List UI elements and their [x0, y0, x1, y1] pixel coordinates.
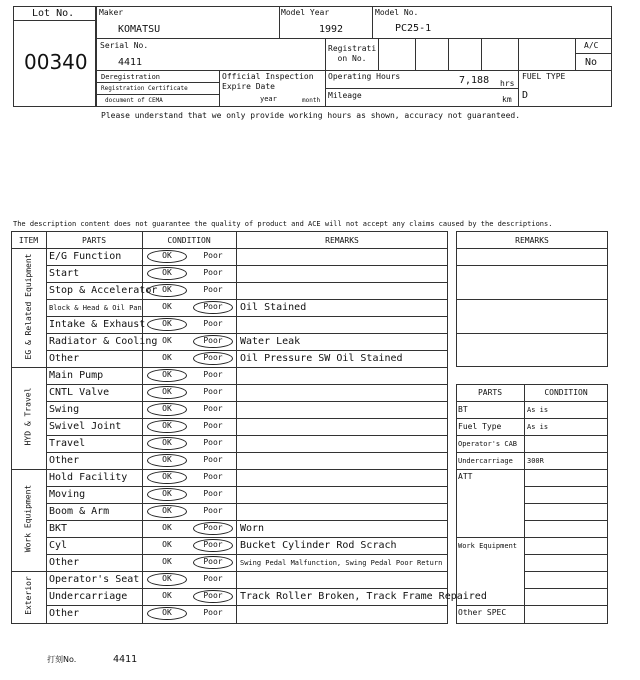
part-name: Cyl — [49, 540, 68, 551]
fuel-type-value: D — [522, 90, 529, 101]
group-label: Work Equipment — [23, 484, 33, 553]
selected-condition-circle — [147, 607, 187, 620]
lot-label: Lot No. — [32, 8, 75, 19]
remark-text: Worn — [240, 523, 265, 534]
remark-text: Swing Pedal Malfunction, Swing Pedal Poor Return — [240, 559, 443, 567]
poor-option: Poor — [203, 455, 223, 464]
parts-header: PARTS — [81, 236, 107, 245]
ok-option: OK — [162, 608, 172, 617]
year-label: year — [260, 95, 277, 103]
remark-text: Oil Pressure SW Oil Stained — [240, 353, 403, 364]
side-cond-undercarriage: 300R — [527, 457, 544, 465]
side-part-undercarriage: Undercarriage — [458, 457, 513, 465]
remark-text: Oil Stained — [240, 302, 307, 313]
model-year-label: Model Year — [281, 8, 330, 17]
part-name: CNTL Valve — [49, 387, 110, 398]
ok-option: OK — [162, 404, 172, 413]
month-label: month — [302, 97, 321, 104]
part-name: Travel — [49, 438, 86, 449]
ok-option: OK — [162, 387, 172, 396]
part-name: Boom & Arm — [49, 506, 110, 517]
side-parts-header: PARTS — [477, 388, 503, 397]
selected-condition-circle — [147, 284, 187, 297]
selected-condition-circle — [193, 590, 233, 603]
part-name: Hold Facility — [49, 472, 128, 483]
inspection-label: Official Inspection Expire Date — [222, 72, 314, 91]
part-name: Other — [49, 353, 80, 364]
ok-option: OK — [162, 302, 172, 311]
part-name: Block & Head & Oil Pan — [49, 304, 142, 312]
poor-option: Poor — [203, 319, 223, 328]
remarks-header: REMARKS — [325, 236, 359, 245]
side-part-cab: Operator's CAB — [458, 440, 518, 448]
selected-condition-circle — [147, 437, 187, 450]
part-name: Operator's Seat — [49, 574, 140, 585]
selected-condition-circle — [193, 301, 233, 314]
ok-option: OK — [162, 319, 172, 328]
ok-option: OK — [162, 285, 172, 294]
selected-condition-circle — [193, 556, 233, 569]
lot-number: 00340 — [24, 50, 88, 74]
side-other-spec-label: Other SPEC — [458, 608, 507, 617]
part-name: E/G Function — [49, 251, 122, 262]
selected-condition-circle — [147, 471, 187, 484]
selected-condition-circle — [193, 539, 233, 552]
selected-condition-circle — [147, 386, 187, 399]
poor-option: Poor — [203, 302, 223, 311]
selected-condition-circle — [147, 573, 187, 586]
selected-condition-circle — [147, 505, 187, 518]
ok-option: OK — [162, 268, 172, 277]
selected-condition-circle — [193, 352, 233, 365]
side-cond-fuel: As is — [527, 423, 549, 431]
selected-condition-circle — [147, 488, 187, 501]
remark-text: Bucket Cylinder Rod Scrach — [240, 540, 397, 551]
selected-condition-circle — [147, 420, 187, 433]
km-label: km — [502, 95, 512, 104]
poor-option: Poor — [203, 285, 223, 294]
poor-option: Poor — [203, 336, 223, 345]
ok-option: OK — [162, 591, 172, 600]
poor-option: Poor — [203, 404, 223, 413]
side-part-bt: BT — [458, 405, 468, 414]
ok-option: OK — [162, 489, 172, 498]
side-condition-header: CONDITION — [544, 388, 588, 397]
part-name: BKT — [49, 523, 68, 534]
ok-option: OK — [162, 574, 172, 583]
part-name: Swivel Joint — [49, 421, 122, 432]
ok-option: OK — [162, 523, 172, 532]
group-label: HYD & Travel — [23, 387, 33, 446]
selected-condition-circle — [193, 335, 233, 348]
poor-option: Poor — [203, 438, 223, 447]
ac-label: A/C — [584, 41, 599, 50]
poor-option: Poor — [203, 540, 223, 549]
hrs-label: hrs — [500, 79, 515, 88]
disclaimer: The description content does not guarantee the quality of product and ACE will not accept any claims caused by the descriptions. — [13, 220, 553, 228]
poor-option: Poor — [203, 489, 223, 498]
reg-cert-label: Registration Certificate — [101, 85, 188, 92]
part-name: Swing — [49, 404, 80, 415]
serial-value: 4411 — [118, 57, 143, 68]
stamp-number-label: 打刻No. — [47, 655, 77, 664]
poor-option: Poor — [203, 370, 223, 379]
poor-option: Poor — [203, 557, 223, 566]
mileage-label: Mileage — [328, 91, 362, 100]
poor-option: Poor — [203, 472, 223, 481]
side-part-fuel: Fuel Type — [458, 422, 502, 431]
poor-option: Poor — [203, 574, 223, 583]
op-hours-label: Operating Hours — [328, 72, 401, 81]
ok-option: OK — [162, 438, 172, 447]
poor-option: Poor — [203, 251, 223, 260]
ok-option: OK — [162, 251, 172, 260]
part-name: Other — [49, 557, 80, 568]
maker-value: KOMATSU — [118, 24, 161, 35]
side-remarks-header: REMARKS — [515, 236, 549, 245]
part-name: Other — [49, 455, 80, 466]
maker-label: Maker — [99, 8, 124, 17]
part-name: Intake & Exhaust — [49, 319, 146, 330]
ok-option: OK — [162, 472, 172, 481]
selected-condition-circle — [147, 250, 187, 263]
selected-condition-circle — [147, 318, 187, 331]
poor-option: Poor — [203, 608, 223, 617]
condition-header: CONDITION — [167, 236, 211, 245]
poor-option: Poor — [203, 268, 223, 277]
side-cond-bt: As is — [527, 406, 549, 414]
cema-label: document of CEMA — [105, 97, 163, 104]
selected-condition-circle — [147, 454, 187, 467]
accuracy-note: Please understand that we only provide working hours as shown, accuracy not guaranteed. — [101, 111, 521, 120]
model-year-value: 1992 — [319, 24, 344, 35]
remark-text: Water Leak — [240, 336, 301, 347]
part-name: Start — [49, 268, 80, 279]
poor-option: Poor — [203, 387, 223, 396]
registration-label: Registrati on No. — [328, 44, 377, 63]
poor-option: Poor — [203, 421, 223, 430]
stamp-number-value: 4411 — [113, 654, 138, 665]
ok-option: OK — [162, 455, 172, 464]
op-hours-value: 7,188 — [459, 75, 490, 86]
side-work-equipment-label: Work Equipment — [458, 542, 518, 550]
group-label: EG & Related Equipment — [23, 253, 33, 359]
part-name: Other — [49, 608, 80, 619]
part-name: Stop & Accelerator — [49, 285, 158, 296]
ok-option: OK — [162, 421, 172, 430]
serial-label: Serial No. — [100, 41, 149, 50]
selected-condition-circle — [147, 403, 187, 416]
selected-condition-circle — [147, 369, 187, 382]
side-att-label: ATT — [458, 472, 473, 481]
remark-text: Track Roller Broken, Track Frame Repaired — [240, 591, 487, 602]
dereg-label: Deregistration — [101, 73, 161, 81]
poor-option: Poor — [203, 591, 223, 600]
poor-option: Poor — [203, 353, 223, 362]
ok-option: OK — [162, 336, 172, 345]
ok-option: OK — [162, 506, 172, 515]
poor-option: Poor — [203, 523, 223, 532]
ok-option: OK — [162, 557, 172, 566]
group-label: Exterior — [23, 575, 33, 615]
model-no-value: PC25-1 — [395, 23, 432, 34]
part-name: Moving — [49, 489, 86, 500]
item-header: ITEM — [18, 236, 39, 245]
selected-condition-circle — [147, 267, 187, 280]
fuel-type-label: FUEL TYPE — [522, 72, 566, 81]
part-name: Radiator & Cooling — [49, 336, 158, 347]
ok-option: OK — [162, 353, 172, 362]
part-name: Main Pump — [49, 370, 104, 381]
ac-value: No — [585, 57, 598, 68]
model-no-label: Model No. — [375, 8, 419, 17]
poor-option: Poor — [203, 506, 223, 515]
ok-option: OK — [162, 540, 172, 549]
ok-option: OK — [162, 370, 172, 379]
selected-condition-circle — [193, 522, 233, 535]
part-name: Undercarriage — [49, 591, 128, 602]
